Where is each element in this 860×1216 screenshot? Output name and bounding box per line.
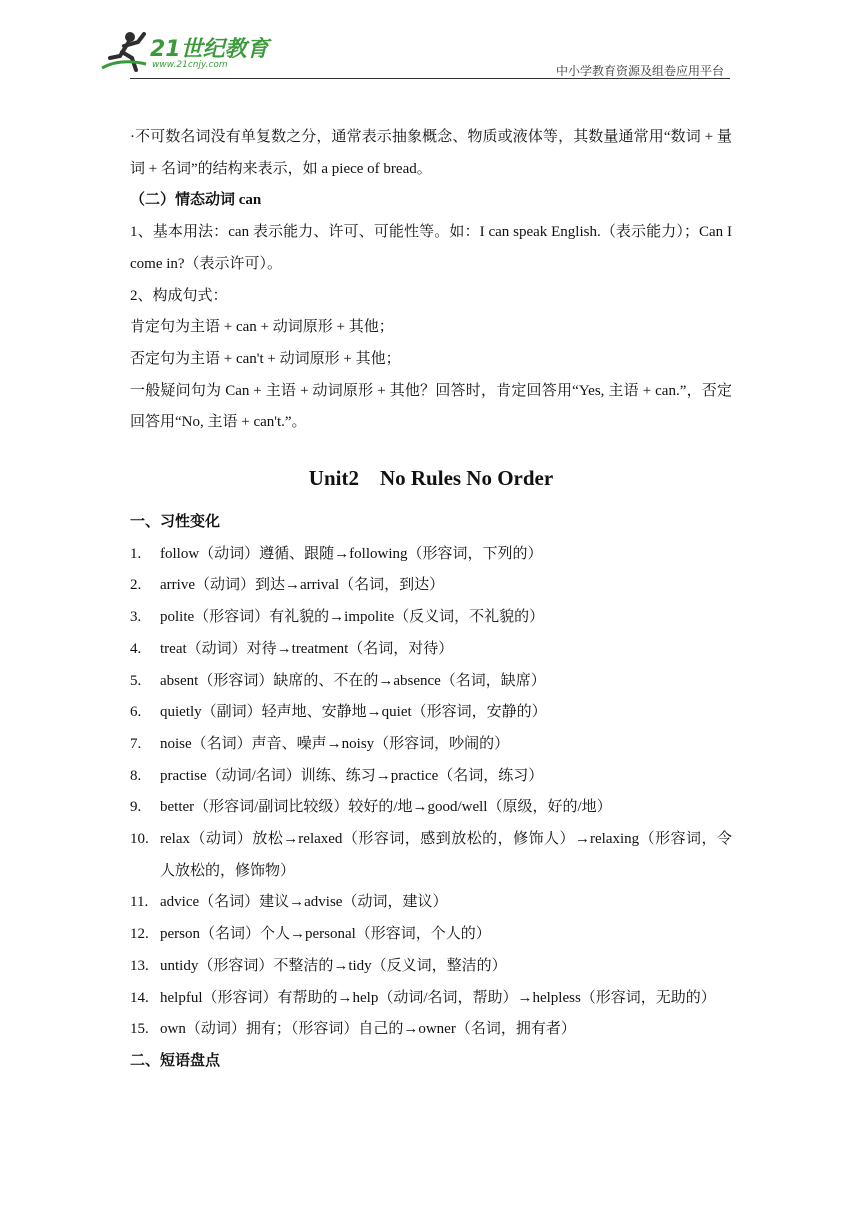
item-number: 6. [130,704,142,721]
item-text: helpful（形容词）有帮助的→help（动词/名词，帮助）→helpless（形容词，无助的） [160,989,716,1006]
item-text: untidy（形容词）不整洁的→tidy（反义词，整洁的） [160,957,507,974]
item-text: treat（动词）对待→treatment（名词，对待） [160,640,454,657]
logo-url: www.21cnjy.com [152,60,228,70]
item-text: own（动词）拥有；（形容词）自己的→owner（名词，拥有者） [160,1021,576,1038]
item-text: polite（形容词）有礼貌的→impolite（反义词，不礼貌的） [160,609,545,626]
item-text: absent（形容词）缺席的、不在的→absence（名词，缺席） [160,672,546,689]
item-text: practise（动词/名词）训练、练习→practice（名词，练习） [160,767,544,784]
affirmative-pattern: 肯定句为主语 + can + 动词原形 + 其他； [130,319,394,336]
document-body [130,122,732,1078]
item-number: 10. [130,831,149,848]
list-item [130,824,732,887]
item-text: relax（动词）放松→relaxed（形容词，感到放松的，修饰人）→relaxing（形容词，令人放松的，修饰物） [160,831,732,879]
unit-title-text: Unit2 No Rules No Order [308,466,554,491]
list-item [130,666,732,698]
item-text: noise（名词）声音、噪声→noisy（形容词，吵闹的） [160,735,510,752]
site-logo [100,28,270,76]
list-item [130,1014,732,1046]
item-number: 3. [130,609,142,626]
list-item [130,919,732,951]
page-header [0,0,860,90]
item-text: person（名词）个人→personal（形容词，个人的） [160,926,491,943]
item-number: 1. [130,545,142,562]
list-item [130,602,732,634]
item-number: 8. [130,767,142,784]
item-text: arrive（动词）到达→arrival（名词，到达） [160,577,445,594]
platform-name: 中小学教育资源及组卷应用平台 [555,64,724,78]
item-number: 7. [130,735,142,752]
header-divider [130,78,730,79]
item-number: 2. [130,577,142,594]
item-number: 13. [130,957,149,974]
item-number: 4. [130,640,142,657]
question-pattern: 一般疑问句为 Can + 主语 + 动词原形 + 其他？回答时，肯定回答用“Yes, 主语 + can.”，否定回答用“No, 主语 + can't.”。 [130,382,732,431]
runner-logo-icon [100,28,150,74]
list-item [130,951,732,983]
list-item [130,761,732,793]
sentence-pattern-heading: 2、构成句式： [130,287,228,304]
intro-paragraph-uncountable: ·不可数名词没有单复数之分，通常表示抽象概念、物质或液体等，其数量通常用“数词 + 量词 + 名词”的结构来表示，如 a piece of bread。 [130,129,732,177]
item-text: better（形容词/副词比较级）较好的/地→good/well（原级，好的/地） [160,799,612,816]
list-item [130,539,732,571]
item-number: 12. [130,926,149,943]
section-heading-word-forms: 一、习性变化 [130,514,221,531]
can-usage-paragraph: 1、基本用法：can 表示能力、许可、可能性等。如：I can speak English.（表示能力）；Can I come in?（表示许可）。 [130,224,732,272]
section-heading-phrases: 二、短语盘点 [130,1052,221,1069]
item-number: 5. [130,672,142,689]
item-number: 11. [130,894,149,911]
logo-text: 21世纪教育 [150,37,269,62]
list-item [130,887,732,919]
unit-title [130,463,732,493]
word-forms-list [130,539,732,1046]
item-number: 15. [130,1021,149,1038]
item-number: 14. [130,989,149,1006]
item-number: 9. [130,799,142,816]
list-item [130,634,732,666]
list-item [130,570,732,602]
negative-pattern: 否定句为主语 + can't + 动词原形 + 其他； [130,350,401,367]
item-text: quietly（副词）轻声地、安静地→quiet（形容词，安静的） [160,704,547,721]
heading-modal-can: （二）情态动词 can [130,192,262,209]
list-item [130,729,732,761]
item-text: follow（动词）遵循、跟随→following（形容词，下列的） [160,545,543,562]
list-item [130,697,732,729]
list-item [130,983,732,1015]
item-text: advice（名词）建议→advise（动词，建议） [160,894,448,911]
list-item [130,792,732,824]
